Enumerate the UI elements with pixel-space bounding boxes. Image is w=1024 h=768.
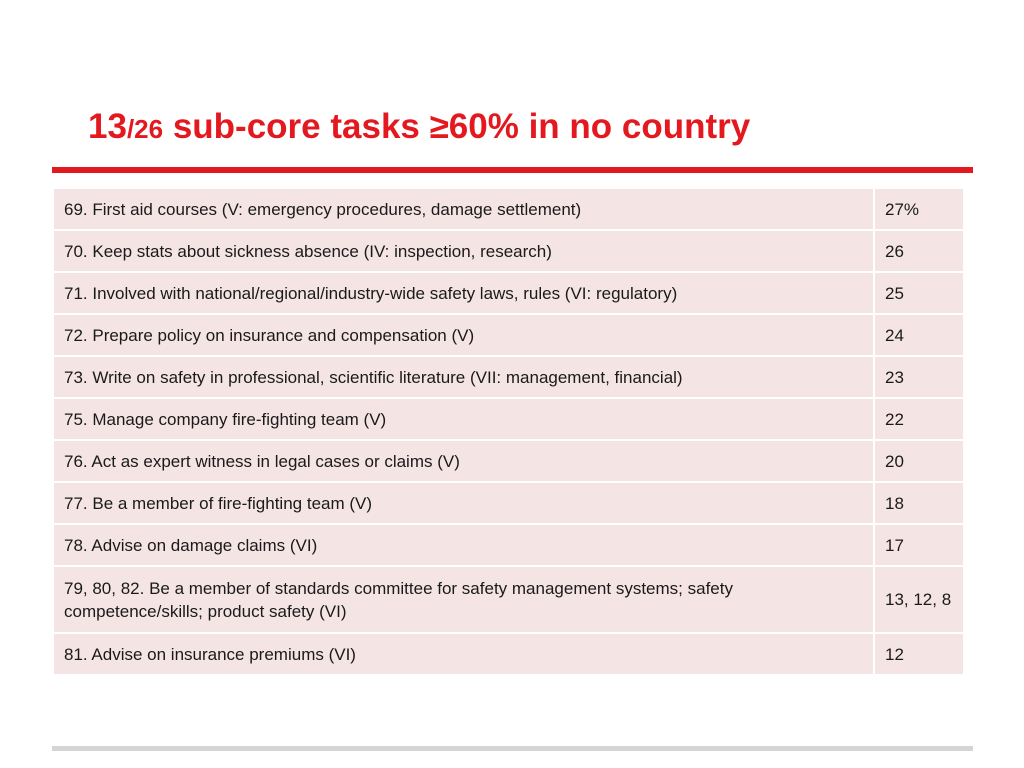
slide-title [88,104,750,152]
table-row [53,188,964,230]
value-cell: 20 [874,440,964,482]
value-cell: 22 [874,398,964,440]
value-cell: 17 [874,524,964,566]
task-cell: 79, 80, 82. Be a member of standards committee for safety management systems; safety competence/skills; product safety (VI) [53,566,874,633]
task-cell: 78. Advise on damage claims (VI) [53,524,874,566]
task-cell: 73. Write on safety in professional, scientific literature (VII: management, financial) [53,356,874,398]
task-cell: 69. First aid courses (V: emergency procedures, damage settlement) [53,188,874,230]
value-cell: 26 [874,230,964,272]
value-cell: 12 [874,633,964,675]
tasks-table-container [52,187,963,676]
task-cell: 76. Act as expert witness in legal cases or claims (V) [53,440,874,482]
title-text: sub-core tasks ≥60% in no country [163,107,751,146]
tasks-table [52,187,965,676]
value-cell: 23 [874,356,964,398]
table-row [53,440,964,482]
value-cell: 13, 12, 8 [874,566,964,633]
table-row [53,398,964,440]
title-underline [52,167,973,173]
title-number: 13 [88,107,127,146]
table-row [53,482,964,524]
table-row [53,272,964,314]
task-cell: 75. Manage company fire-fighting team (V) [53,398,874,440]
task-cell: 72. Prepare policy on insurance and compensation (V) [53,314,874,356]
value-cell: 18 [874,482,964,524]
table-row [53,356,964,398]
task-cell: 77. Be a member of fire-fighting team (V) [53,482,874,524]
table-row [53,566,964,633]
value-cell: 25 [874,272,964,314]
footer-divider [52,746,973,751]
title-total: /26 [126,114,164,144]
task-cell: 70. Keep stats about sickness absence (IV: inspection, research) [53,230,874,272]
table-row [53,633,964,675]
task-cell: 81. Advise on insurance premiums (VI) [53,633,874,675]
value-cell: 24 [874,314,964,356]
table-row [53,314,964,356]
table-row [53,230,964,272]
task-cell: 71. Involved with national/regional/industry-wide safety laws, rules (VI: regulatory) [53,272,874,314]
table-row [53,524,964,566]
value-cell: 27% [874,188,964,230]
